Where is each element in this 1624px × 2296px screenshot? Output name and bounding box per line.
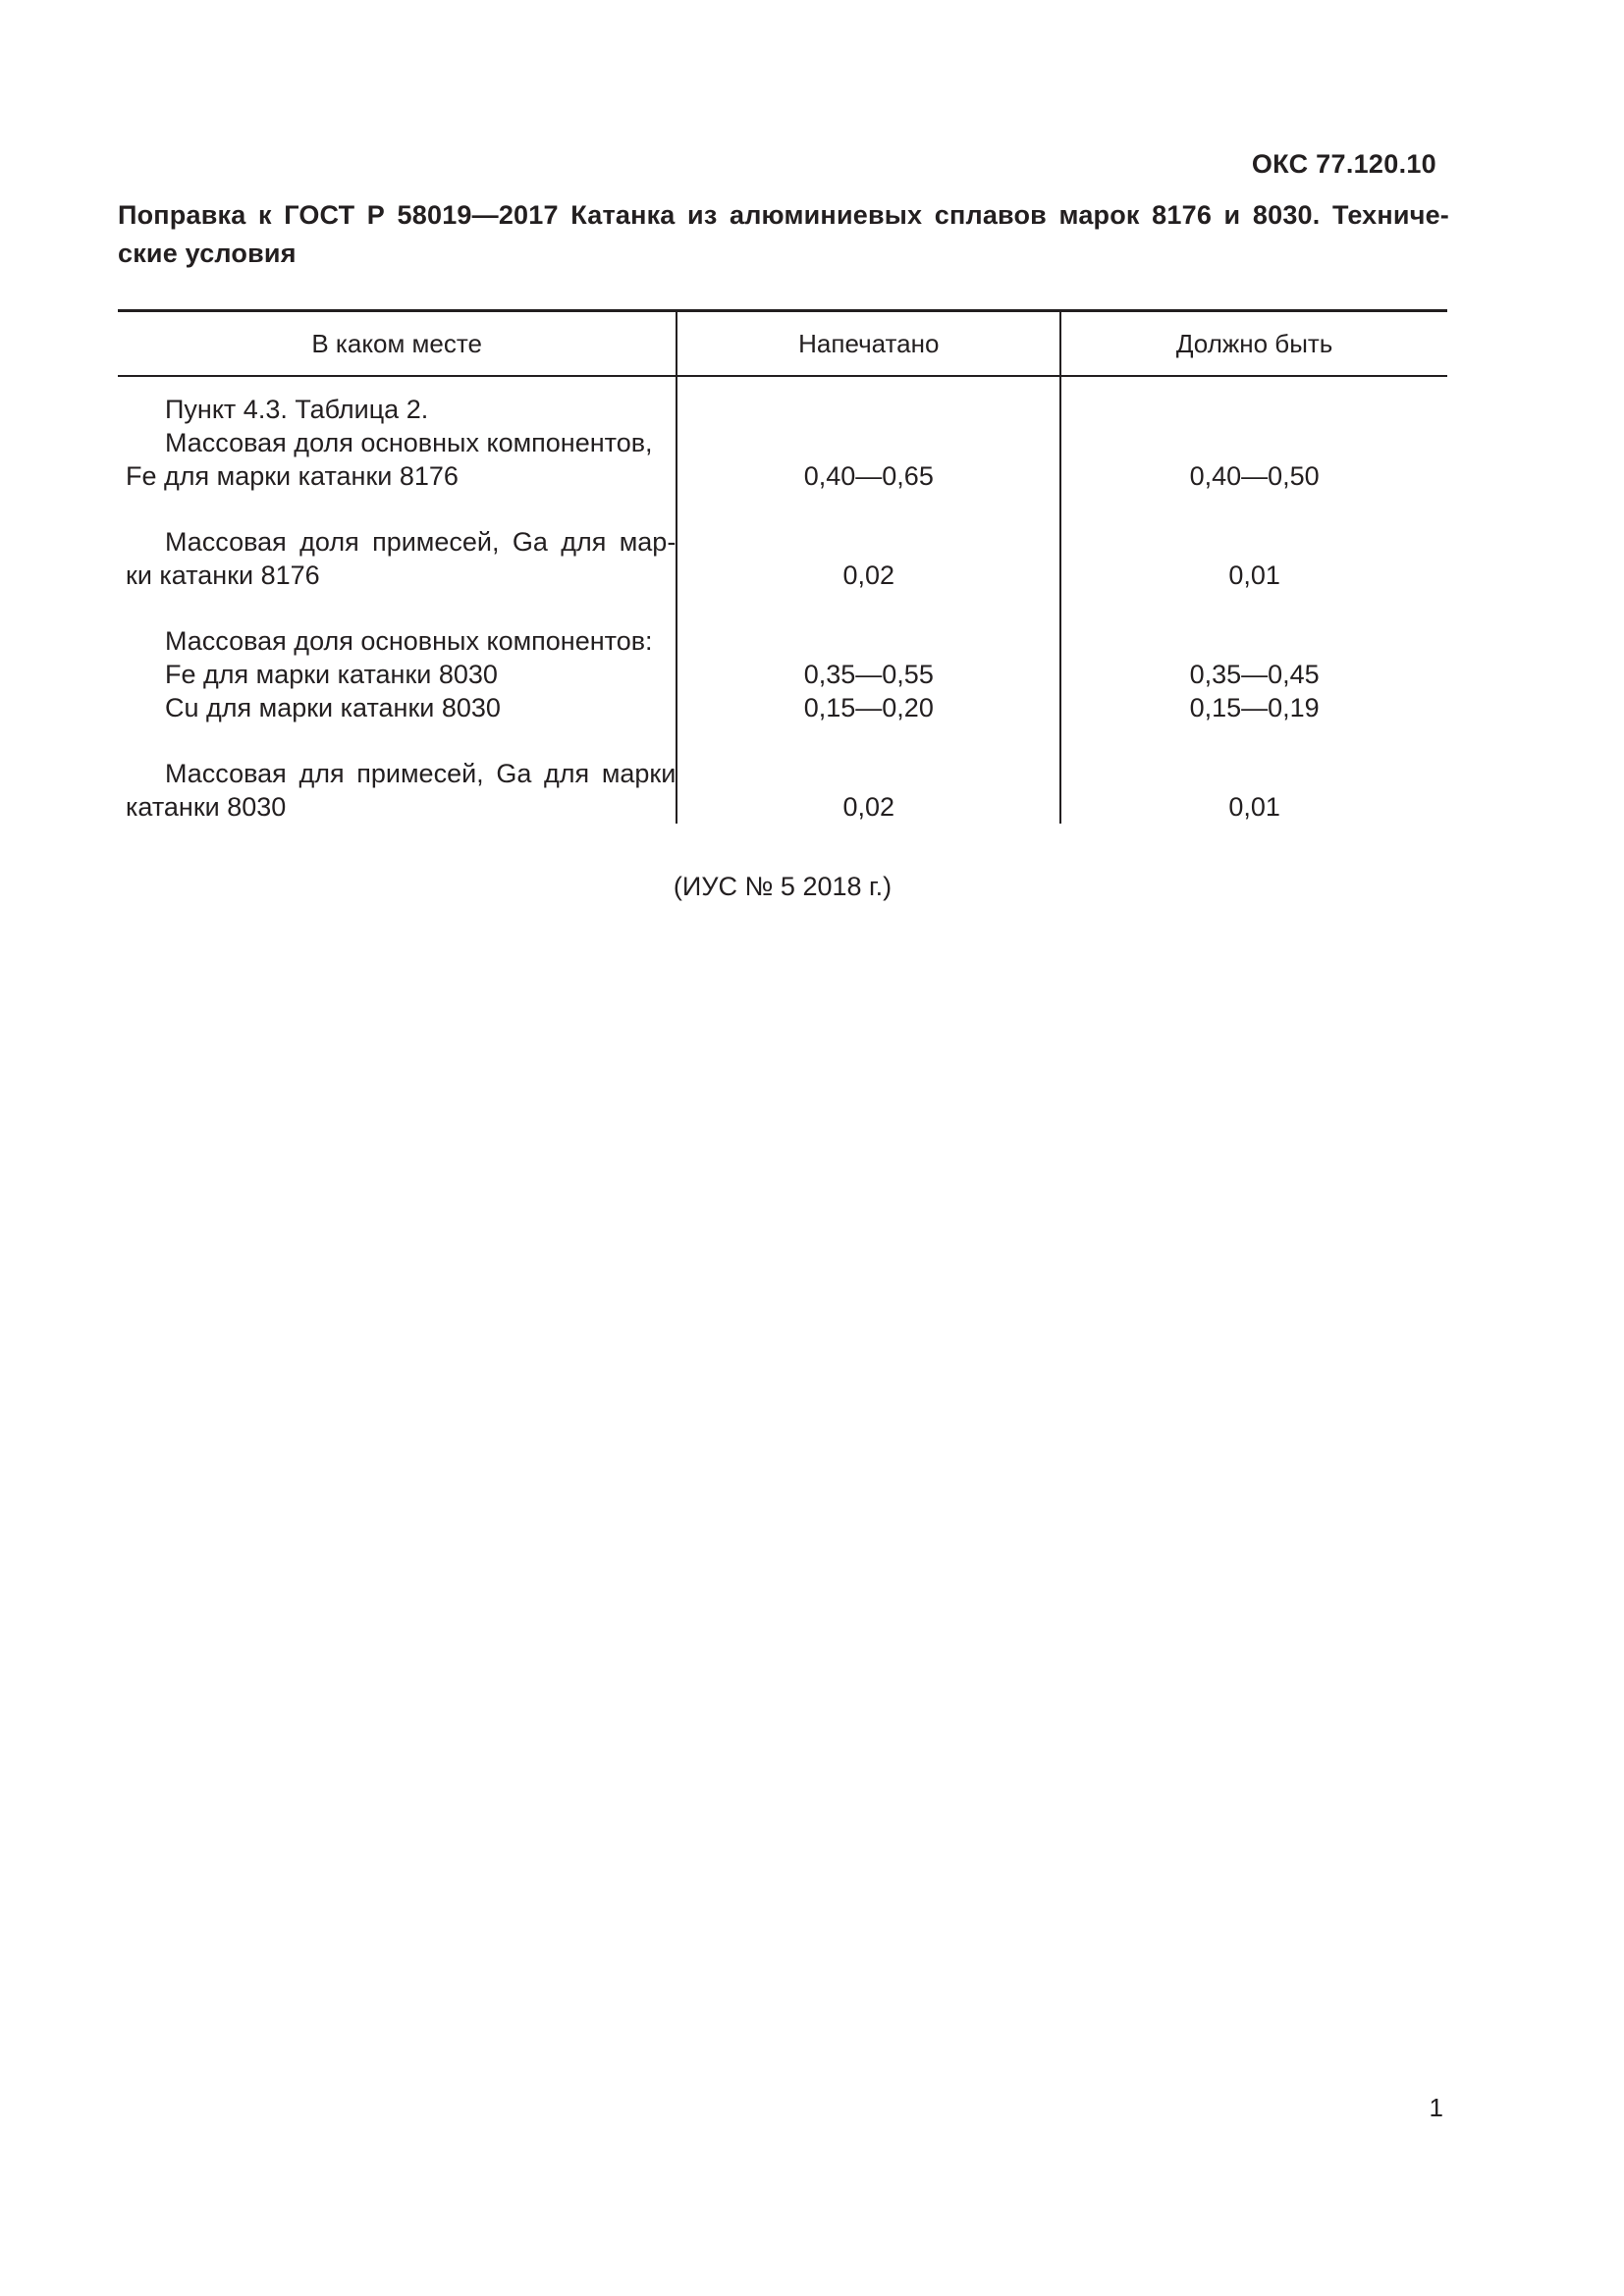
column-header-printed: Напечатано [677,311,1060,377]
printed-value: 0,02 [842,561,895,590]
place-text: Fe для марки катанки 8030 [165,660,498,689]
oks-code: ОКС 77.120.10 [1251,149,1436,179]
place-text: Пункт 4.3. Таблица 2. [165,395,429,424]
should-be-value: 0,35—0,45 [1189,660,1320,689]
title-line-2: ские условия [118,239,297,268]
document-title [118,196,1449,273]
place-text: Массовая для примесей, Ga для марки [165,759,677,788]
place-text: катанки 8030 [126,792,287,822]
place-text: Массовая доля основных компонентов, [165,428,653,457]
printed-value: 0,40—0,65 [803,461,934,491]
place-cell [118,376,677,824]
should-be-value: 0,01 [1228,792,1280,822]
table-body-row [118,376,1447,824]
corrections-table [118,309,1447,824]
should-be-cell [1060,376,1447,824]
ius-reference: (ИУС № 5 2018 г.) [673,872,893,901]
place-text: Cu для марки катанки 8030 [165,693,501,722]
place-text: Fe для марки катанки 8176 [126,461,459,491]
should-be-value: 0,40—0,50 [1189,461,1320,491]
column-header-place: В каком месте [118,311,677,377]
printed-value: 0,02 [842,792,895,822]
printed-cell [677,376,1060,824]
title-line-1: Поправка к ГОСТ Р 58019—2017 Катанка из алюминиевых сплавов марок 8176 и 8030. Техниче- [118,200,1449,230]
place-text: Массовая доля примесей, Ga для мар- [165,527,677,557]
table-header-row [118,311,1447,377]
printed-value: 0,35—0,55 [803,660,934,689]
should-be-value: 0,15—0,19 [1189,693,1320,722]
printed-value: 0,15—0,20 [803,693,934,722]
page-number: 1 [1429,2093,1443,2122]
should-be-value: 0,01 [1228,561,1280,590]
place-text: Массовая доля основных компонентов: [165,626,653,656]
column-header-should-be: Должно быть [1060,311,1447,377]
place-text: ки катанки 8176 [126,561,320,590]
